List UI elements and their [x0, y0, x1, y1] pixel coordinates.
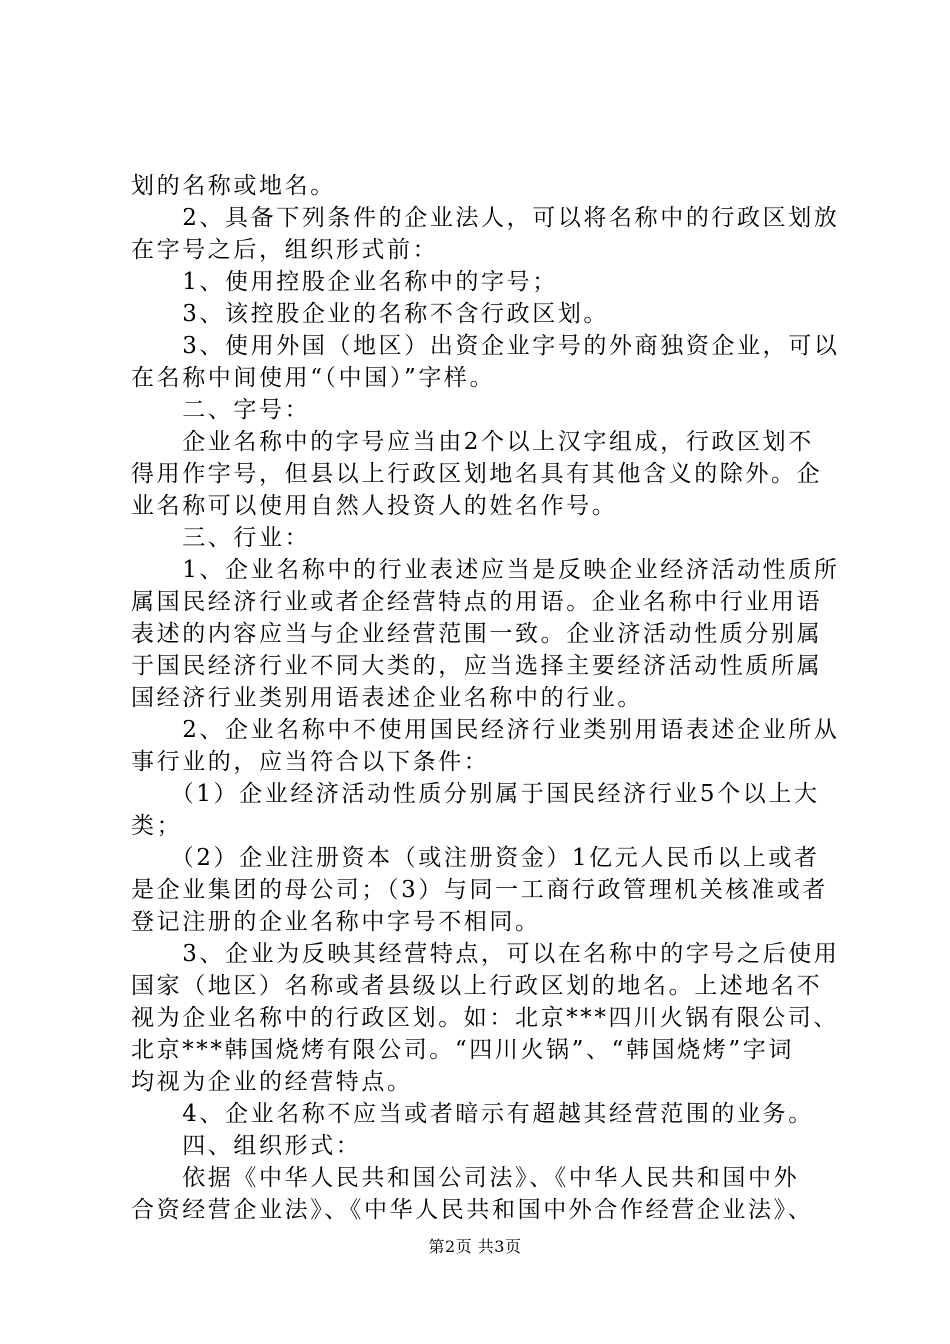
text-line: 属国民经济行业或者企经营特点的用语。企业名称中行业用语 [131, 589, 823, 615]
text-line: 类； [131, 813, 183, 839]
text-line: 北京***韩国烧烤有限公司。“四川火锅”、“韩国烧烤”字词 [131, 1037, 794, 1063]
section-heading: 四、组织形式： [131, 1133, 362, 1159]
text-line: 表述的内容应当与企业经营范围一致。企业济活动性质分别属 [131, 621, 823, 647]
text-line: （2）企业注册资本（或注册资金）1亿元人民币以上或者 [131, 845, 820, 871]
text-line: 2、企业名称中不使用国民经济行业类别用语表述企业所从 [131, 717, 840, 743]
body-text [131, 170, 851, 1226]
text-line: 3、该控股企业的名称不含行政区划。 [131, 301, 610, 327]
text-line: 3、企业为反映其经营特点，可以在名称中的字号之后使用 [131, 941, 840, 967]
text-line: 登记注册的企业名称中字号不相同。 [131, 909, 541, 935]
text-line: 在字号之后，组织形式前： [131, 237, 439, 263]
text-line: 依据《中华人民共和国公司法》、《中华人民共和国中外 [131, 1165, 800, 1191]
text-line: 4、企业名称不应当或者暗示有超越其经营范围的业务。 [131, 1101, 814, 1127]
text-line: 3、使用外国（地区）出资企业字号的外商独资企业，可以 [131, 333, 840, 359]
text-line: 在名称中间使用“（中国）”字样。 [131, 365, 496, 391]
text-line: 事行业的，应当符合以下条件： [131, 749, 490, 775]
text-line: 国经济行业类别用语表述企业名称中的行业。 [131, 685, 643, 711]
text-line: 业名称可以使用自然人投资人的姓名作号。 [131, 493, 618, 519]
text-line: 1、企业名称中的行业表述应当是反映企业经济活动性质所 [131, 557, 840, 583]
page-number-footer: 第2页 共3页 [428, 1237, 522, 1256]
text-line: 企业名称中的字号应当由2个以上汉字组成，行政区划不 [131, 429, 814, 455]
text-line: 2、具备下列条件的企业法人，可以将名称中的行政区划放 [131, 205, 840, 231]
text-line: 合资经营企业法》、《中华人民共和国中外合作经营企业法》、 [131, 1197, 814, 1223]
text-line: 是企业集团的母公司；（3）与同一工商行政管理机关核准或者 [131, 877, 828, 903]
text-line: 均视为企业的经营特点。 [131, 1069, 413, 1095]
text-line: 1、使用控股企业名称中的字号； [131, 269, 558, 295]
text-line: （1）企业经济活动性质分别属于国民经济行业5个以上大 [131, 781, 820, 807]
text-line: 于国民经济行业不同大类的，应当选择主要经济活动性质所属 [131, 653, 823, 679]
text-line: 国家（地区）名称或者县级以上行政区划的地名。上述地名不 [131, 973, 823, 999]
text-line: 得用作字号，但县以上行政区划地名具有其他含义的除外。企 [131, 461, 823, 487]
text-line: 划的名称或地名。 [131, 173, 336, 199]
section-heading: 二、字号： [131, 397, 311, 423]
text-line: 视为企业名称中的行政区划。如：北京***四川火锅有限公司、 [131, 1005, 839, 1031]
section-heading: 三、行业： [131, 525, 311, 551]
